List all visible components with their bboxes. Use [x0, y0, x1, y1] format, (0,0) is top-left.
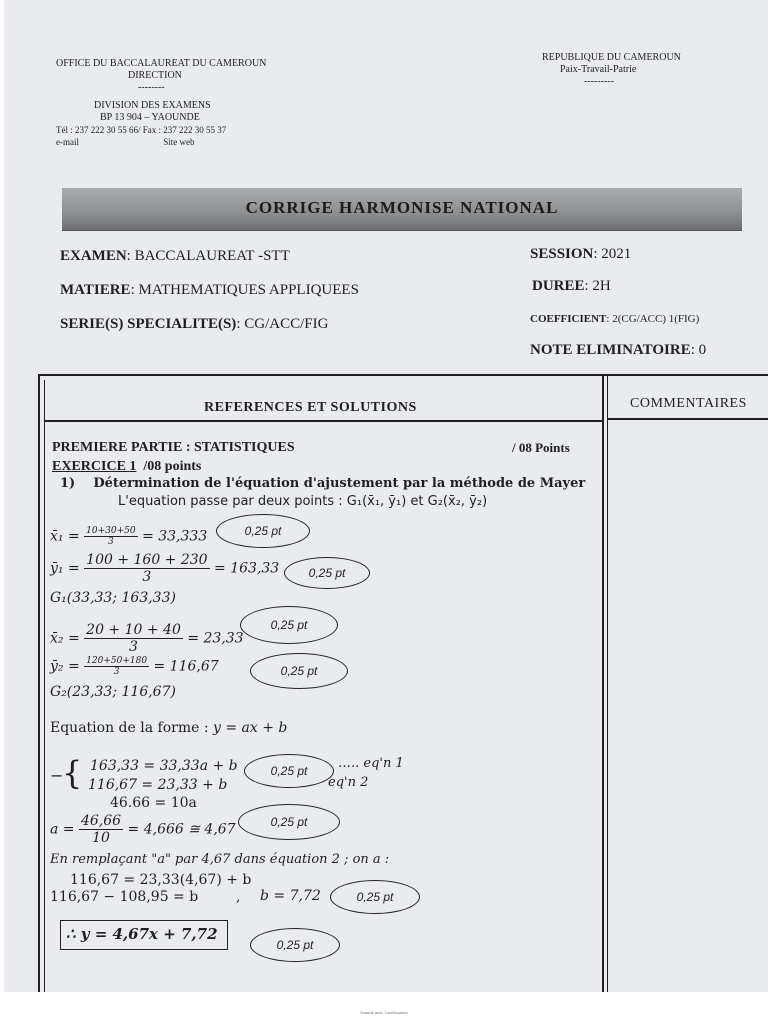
header-left — [56, 58, 266, 148]
coefficient-field: COEFFICIENT: 2(CG/ACC) 1(FIG) — [530, 313, 700, 325]
a-value-equation: a = $\frac{46,66}{10}$ = 4,666 ≅ 4,67 — [50, 813, 236, 846]
points-oval-6: 0,25 pt — [238, 804, 340, 840]
points-oval-5: 0,25 pt — [244, 754, 334, 788]
question-1-title: 1) Détermination de l'équation d'ajustement par la méthode de Mayer — [60, 476, 586, 491]
g2-point: G₂(23,33; 116,67) — [50, 684, 176, 700]
eliminatory-note-field: NOTE ELIMINATOIRE: 0 — [530, 342, 707, 358]
system-eq-2: 116,67 = 23,33 + b — [88, 777, 228, 793]
substitution-equation: 116,67 = 23,33(4,67) + b — [70, 872, 252, 888]
duration-field: DUREE: 2H — [532, 278, 611, 294]
banner-title: CORRIGE HARMONISE NATIONAL — [245, 198, 559, 217]
subject-field: MATIERE: MATHEMATIQUES APPLIQUEES — [60, 282, 359, 298]
separator-comma: , — [236, 889, 241, 905]
part-title: PREMIERE PARTIE : STATISTIQUES — [52, 440, 295, 455]
final-answer: ∴ y = 4,67x + 7,72 — [66, 925, 218, 943]
direction-label: DIRECTION — [128, 70, 182, 81]
motto: Paix-Travail-Patrie — [560, 64, 637, 75]
exercise-title: EXERCICE 1 /08 points — [52, 459, 202, 474]
column-header-comments: COMMENTAIRES — [630, 396, 747, 411]
series-field: SERIE(S) SPECIALITE(S): CG/ACC/FIG — [60, 316, 329, 332]
header-underline-right — [608, 418, 768, 420]
x1-equation: x̄₁ = $\frac{10+30+50}{3}$ = 33,333 — [50, 526, 208, 547]
site-label: Site web — [163, 137, 195, 147]
column-divider-inner — [607, 374, 608, 992]
y2-equation: ȳ₂ = $\frac{120+50+180}{3}$ = 116,67 — [50, 656, 219, 677]
scanner-watermark: Scanné avec CamScanner — [360, 1010, 408, 1015]
system-minus: − — [50, 766, 64, 785]
substitution-text: En remplaçant "a" par 4,67 dans équation 2 ; on a : — [50, 852, 390, 867]
system-brace: { — [62, 754, 83, 792]
b-value: b = 7,72 — [260, 888, 321, 904]
divider-dashes: -------- — [138, 82, 165, 93]
division-label: DIVISION DES EXAMENS — [94, 100, 211, 111]
column-divider — [602, 374, 604, 992]
document-page — [4, 0, 768, 992]
header-right — [542, 52, 681, 88]
tel-fax: Tél : 237 222 30 55 66/ Fax : 237 222 30 55 37 — [56, 125, 227, 135]
column-header-solutions: REFERENCES ET SOLUTIONS — [204, 400, 417, 415]
y1-equation: ȳ₁ = $\frac{100 + 160 + 230}{3}$ = 163,33 — [50, 552, 280, 585]
g1-point: G₁(33,33; 163,33) — [50, 590, 176, 606]
motto-dashes: --------- — [584, 76, 614, 87]
part-points: / 08 Points — [512, 440, 570, 455]
email-label: e-mail — [56, 137, 79, 147]
x2-equation: x̄₂ = $\frac{20 + 10 + 40}{3}$ = 23,33 — [50, 622, 244, 655]
difference-equation: 46.66 = 10a — [110, 795, 197, 811]
header-underline-left — [44, 420, 604, 422]
points-oval-2: 0,25 pt — [284, 557, 370, 589]
points-oval-3: 0,25 pt — [240, 606, 338, 644]
eq2-tag: eq'n 2 — [328, 775, 369, 790]
equation-form: Equation de la forme : y = ax + b — [50, 720, 288, 736]
session-field: SESSION: 2021 — [530, 246, 632, 262]
table-inner-border — [44, 380, 49, 992]
system-eq-1: 163,33 = 33,33a + b — [90, 758, 238, 774]
exam-field: EXAMEN: BACCALAUREAT -STT — [60, 248, 290, 264]
points-oval-7: 0,25 pt — [330, 880, 420, 914]
bp-label: BP 13 904 – YAOUNDE — [100, 112, 200, 123]
office-title: OFFICE DU BACCALAUREAT DU CAMEROUN — [56, 58, 267, 69]
eq1-tag: ….. eq'n 1 — [338, 756, 404, 771]
republic-title: REPUBLIQUE DU CAMEROUN — [542, 52, 681, 63]
points-oval-8: 0,25 pt — [250, 928, 340, 962]
points-oval-4: 0,25 pt — [250, 653, 348, 689]
points-oval-1: 0,25 pt — [216, 514, 310, 548]
question-1-subtitle: L'equation passe par deux points : G₁(x̄₁, ȳ₁) et G₂(x̄₂, ȳ₂) — [118, 494, 488, 509]
substitution-result: 116,67 − 108,95 = b — [50, 889, 199, 905]
title-banner — [62, 188, 742, 230]
